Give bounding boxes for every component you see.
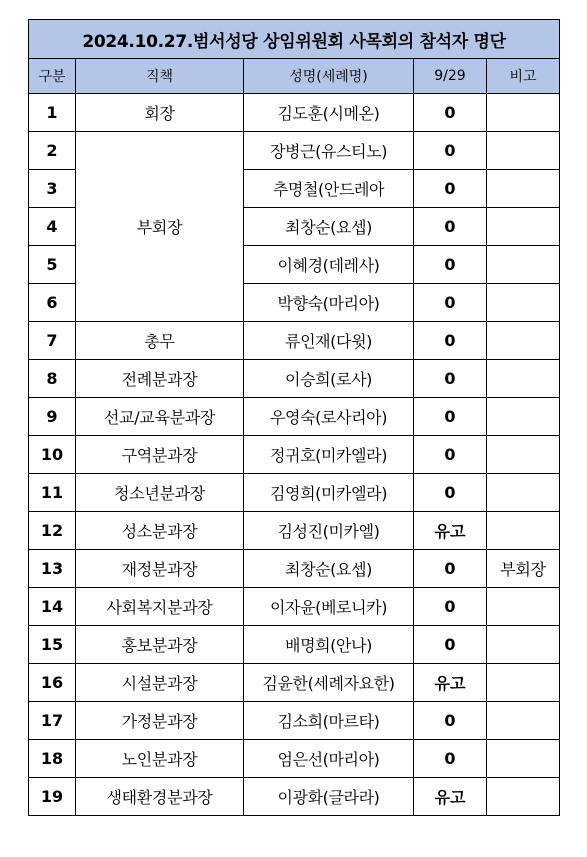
- row-note: [487, 702, 560, 740]
- row-role: 생태환경분과장: [76, 778, 244, 816]
- table-body: [29, 94, 560, 816]
- row-number: 19: [29, 778, 76, 816]
- row-number: 6: [29, 284, 76, 322]
- row-attendance: 0: [414, 284, 487, 322]
- table-row: [29, 740, 560, 778]
- row-name: 김윤한(세례자요한): [244, 664, 414, 702]
- row-name: 우영숙(로사리아): [244, 398, 414, 436]
- row-attendance: 0: [414, 322, 487, 360]
- row-number: 16: [29, 664, 76, 702]
- row-name: 박향숙(마리아): [244, 284, 414, 322]
- table-row: [29, 664, 560, 702]
- row-number: 5: [29, 246, 76, 284]
- header-name: 성명(세례명): [244, 59, 414, 94]
- row-name: 이승희(로사): [244, 360, 414, 398]
- row-role: 사회복지분과장: [76, 588, 244, 626]
- row-name: 장병근(유스티노): [244, 132, 414, 170]
- row-attendance: 0: [414, 398, 487, 436]
- row-note: [487, 664, 560, 702]
- row-number: 2: [29, 132, 76, 170]
- row-name: 이광화(글라라): [244, 778, 414, 816]
- row-note: 부회장: [487, 550, 560, 588]
- row-role: 홍보분과장: [76, 626, 244, 664]
- row-number: 12: [29, 512, 76, 550]
- row-note: [487, 170, 560, 208]
- row-attendance: 0: [414, 740, 487, 778]
- row-attendance: 0: [414, 208, 487, 246]
- row-note: [487, 246, 560, 284]
- row-attendance: 0: [414, 626, 487, 664]
- row-role: 선교/교육분과장: [76, 398, 244, 436]
- row-number: 11: [29, 474, 76, 512]
- row-number: 13: [29, 550, 76, 588]
- row-attendance: 0: [414, 550, 487, 588]
- row-attendance: 유고: [414, 778, 487, 816]
- table-row: [29, 588, 560, 626]
- row-role: 노인분과장: [76, 740, 244, 778]
- table-row: [29, 360, 560, 398]
- row-name: 추명철(안드레아: [244, 170, 414, 208]
- row-role: 부회장: [76, 132, 244, 322]
- row-number: 7: [29, 322, 76, 360]
- row-note: [487, 360, 560, 398]
- row-note: [487, 284, 560, 322]
- row-name: 이혜경(데레사): [244, 246, 414, 284]
- table-title: 2024.10.27.범서성당 상임위원회 사목회의 참석자 명단: [29, 20, 560, 59]
- row-attendance: 0: [414, 436, 487, 474]
- row-note: [487, 398, 560, 436]
- row-name: 김소희(마르타): [244, 702, 414, 740]
- row-role: 재정분과장: [76, 550, 244, 588]
- row-attendance: 0: [414, 702, 487, 740]
- table-row: [29, 778, 560, 816]
- row-note: [487, 208, 560, 246]
- row-attendance: 0: [414, 474, 487, 512]
- row-role: 전례분과장: [76, 360, 244, 398]
- row-number: 14: [29, 588, 76, 626]
- row-role: 구역분과장: [76, 436, 244, 474]
- row-note: [487, 778, 560, 816]
- row-note: [487, 322, 560, 360]
- row-note: [487, 626, 560, 664]
- row-attendance: 0: [414, 360, 487, 398]
- row-number: 10: [29, 436, 76, 474]
- row-number: 1: [29, 94, 76, 132]
- row-role: 총무: [76, 322, 244, 360]
- table-row: [29, 322, 560, 360]
- row-name: 이자윤(베로니카): [244, 588, 414, 626]
- row-number: 4: [29, 208, 76, 246]
- row-note: [487, 94, 560, 132]
- row-role: 회장: [76, 94, 244, 132]
- attendee-table: [28, 19, 560, 816]
- table-row: [29, 132, 560, 170]
- row-name: 배명희(안나): [244, 626, 414, 664]
- table-row: [29, 550, 560, 588]
- table-row: [29, 474, 560, 512]
- table-row: [29, 626, 560, 664]
- row-number: 3: [29, 170, 76, 208]
- table-row: [29, 436, 560, 474]
- header-role: 직책: [76, 59, 244, 94]
- row-attendance: 0: [414, 94, 487, 132]
- row-attendance: 0: [414, 246, 487, 284]
- header-row: [29, 59, 560, 94]
- row-note: [487, 740, 560, 778]
- row-note: [487, 588, 560, 626]
- row-number: 15: [29, 626, 76, 664]
- row-role: 가정분과장: [76, 702, 244, 740]
- row-name: 김영희(미카엘라): [244, 474, 414, 512]
- row-name: 김도훈(시메온): [244, 94, 414, 132]
- row-name: 엄은선(마리아): [244, 740, 414, 778]
- table-row: [29, 702, 560, 740]
- row-note: [487, 512, 560, 550]
- header-date: 9/29: [414, 59, 487, 94]
- row-attendance: 0: [414, 170, 487, 208]
- row-note: [487, 436, 560, 474]
- row-attendance: 유고: [414, 664, 487, 702]
- row-role: 청소년분과장: [76, 474, 244, 512]
- row-attendance: 0: [414, 132, 487, 170]
- row-name: 류인재(다윗): [244, 322, 414, 360]
- row-number: 8: [29, 360, 76, 398]
- table-row: [29, 512, 560, 550]
- header-no: 구분: [29, 59, 76, 94]
- table-row: [29, 94, 560, 132]
- header-note: 비고: [487, 59, 560, 94]
- row-name: 김성진(미카엘): [244, 512, 414, 550]
- row-role: 성소분과장: [76, 512, 244, 550]
- row-name: 정귀호(미카엘라): [244, 436, 414, 474]
- row-number: 18: [29, 740, 76, 778]
- row-name: 최창순(요셉): [244, 208, 414, 246]
- row-number: 17: [29, 702, 76, 740]
- row-number: 9: [29, 398, 76, 436]
- row-note: [487, 474, 560, 512]
- table-row: [29, 398, 560, 436]
- row-name: 최창순(요셉): [244, 550, 414, 588]
- row-note: [487, 132, 560, 170]
- row-attendance: 유고: [414, 512, 487, 550]
- row-attendance: 0: [414, 588, 487, 626]
- row-role: 시설분과장: [76, 664, 244, 702]
